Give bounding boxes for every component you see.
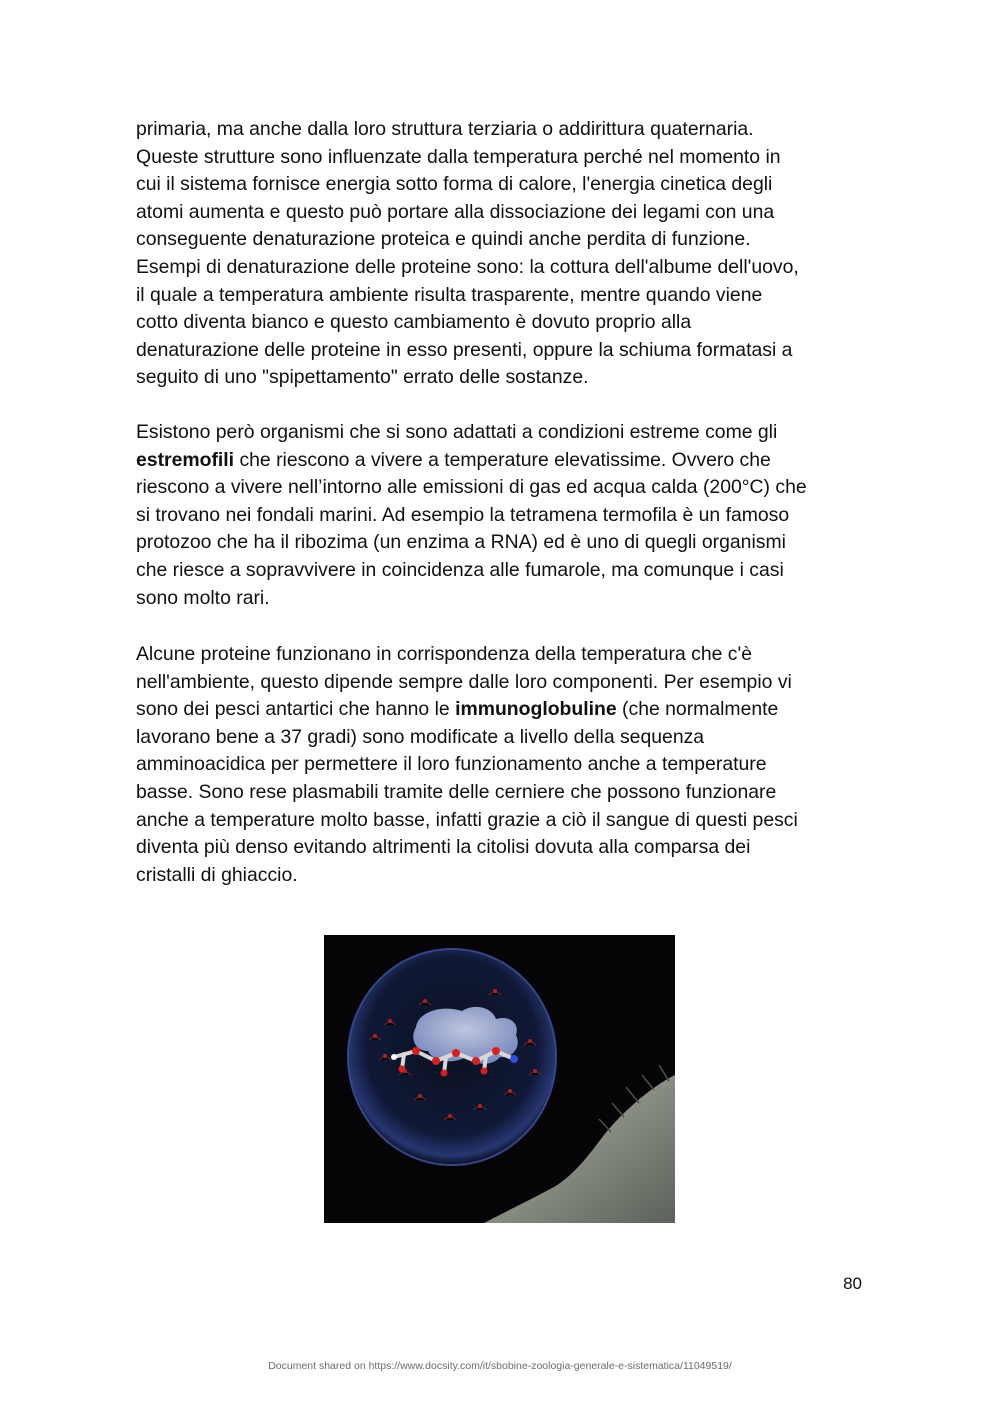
text-line: Esempi di denaturazione delle proteine sono: la cottura dell'albume dell'uovo, (136, 255, 799, 278)
text-line: denaturazione delle proteine in esso presenti, oppure la schiuma formatasi a (136, 338, 793, 361)
page-number: 80 (843, 1274, 862, 1293)
text-line: nell'ambiente, questo dipende sempre dalle loro componenti. Per esempio vi (136, 670, 792, 693)
text-line (136, 696, 876, 724)
text-line: si trovano nei fondali marini. Ad esempio la tetramena termofila è un famoso (136, 503, 790, 526)
text-line: primaria, ma anche dalla loro struttura terziaria o addirittura quaternaria. (136, 118, 754, 140)
bold-term-immunoglobuline: immunoglobuline (455, 698, 617, 721)
text-line: il quale a temperatura ambiente risulta trasparente, mentre quando viene (136, 283, 763, 306)
text-line-rest: che riescono a vivere a temperature elevatissime. Ovvero che (234, 448, 771, 471)
bold-term-estremofili: estremofili (136, 448, 235, 471)
text-line-before: sono dei pesci antartici che hanno le (136, 698, 456, 721)
text-line: Esistono però organismi che si sono adattati a condizioni estreme come gli (136, 421, 778, 443)
text-line: conseguente denaturazione proteica e quindi anche perdita di funzione. (136, 228, 751, 251)
paragraph-denaturation (136, 116, 876, 392)
text-line: cristalli di ghiaccio. (136, 863, 298, 886)
text-line: riescono a vivere nell’intorno alle emissioni di gas ed acqua calda (200°C) che (136, 476, 807, 499)
text-line: cui il sistema fornisce energia sotto forma di calore, l'energia cinetica degli (136, 173, 773, 196)
text-line: Queste strutture sono influenzate dalla temperatura perché nel momento in (136, 145, 781, 168)
text-line (136, 447, 876, 475)
text-line: diventa più denso evitando altrimenti la citolisi dovuta alla comparsa dei (136, 836, 751, 859)
text-line: seguito di uno "spipettamento" errato delle sostanze. (136, 366, 589, 389)
text-line: Alcune proteine funzionano in corrispondenza della temperatura che c'è (136, 643, 752, 665)
text-line: amminoacidica per permettere il loro funzionamento anche a temperature (136, 753, 767, 776)
paragraph-antarctic-fish (136, 641, 876, 889)
text-line: sono molto rari. (136, 586, 270, 609)
text-line: basse. Sono rese plasmabili tramite delle cerniere che possono funzionare (136, 780, 777, 803)
paragraph-extremophiles (136, 419, 876, 612)
text-line: atomi aumenta e questo può portare alla dissociazione dei legami con una (136, 200, 775, 223)
text-line: anche a temperature molto basse, infatti grazie a ciò il sangue di questi pesci (136, 808, 798, 831)
text-line: lavorano bene a 37 gradi) sono modificate a livello della sequenza (136, 725, 705, 748)
footer-source-note: Document shared on https://www.docsity.com/it/sbobine-zoologia-generale-e-sistematica/11049519/ (268, 1360, 732, 1372)
text-line: protozoo che ha il ribozima (un enzima a RNA) ed è uno di quegli organismi (136, 531, 786, 554)
text-line: che riesce a sopravvivere in coincidenza alle fumarole, ma comunque i casi (136, 558, 784, 581)
molecule-illustration (324, 935, 675, 1223)
text-line: cotto diventa bianco e questo cambiamento è dovuto proprio alla (136, 311, 692, 334)
figure-antifreeze-molecule (324, 935, 675, 1223)
text-line-rest: (che normalmente (616, 698, 779, 721)
